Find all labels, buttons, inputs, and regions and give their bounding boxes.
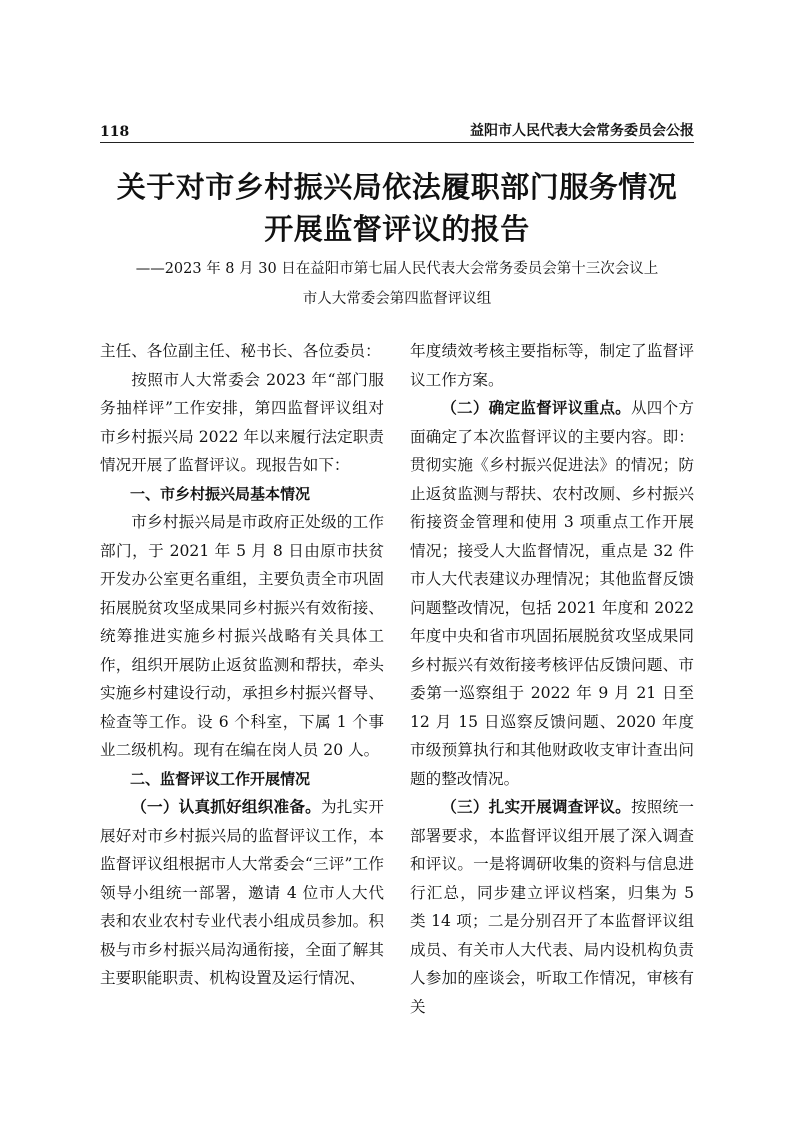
author-group: 市人大常委会第四监督评议组 <box>302 291 492 307</box>
report-title-line-2: 开展监督评议的报告 <box>264 212 530 246</box>
header-divider <box>100 142 694 143</box>
report-subtitle <box>100 254 694 314</box>
subsection-3-paragraph <box>410 793 694 1021</box>
meeting-info: ——2023 年 8 月 30 日在益阳市第七届人民代表大会常务委员会第十三次会议上 <box>135 261 659 277</box>
subsection-1-body: 为扎实开展好对市乡村振兴局的监督评议工作，本监督评议组根据市人大常委会“三评”工作领导小组统一部署，邀请 4 位市人大代表和农业农村专业代表小组成员参加。积极与市乡村振兴局沟通衔接，全面了解其主要职能职责、机构设置及运行情况、 <box>100 798 384 987</box>
page-number: 118 <box>100 124 130 140</box>
subsection-3-body: 按照统一部署要求，本监督评议组开展了深入调查和评议。一是将调研收集的资料与信息进行汇总，同步建立评议档案，归集为 5 类 14 项；二是分别召开了本监督评议组成员、有关市人大代表、局内设机构负责人参加的座谈会，听取工作情况，审核有关 <box>410 798 694 1016</box>
section-1-body: 市乡村振兴局是市政府正处级的工作部门，于 2021 年 5 月 8 日由原市扶贫开发办公室更名重组，主要负责全市巩固拓展脱贫攻坚成果同乡村振兴有效衔接、统筹推进实施乡村振兴战略有关具体工作，组织开展防止返贫监测和帮扶，牵头实施乡村建设行动，承担乡村振兴督导、检查等工作。设 6 个科室，下属 1 个事业二级机构。现有在编在岗人员 20 人。 <box>100 513 384 759</box>
report-title-line-1: 关于对市乡村振兴局依法履职部门服务情况 <box>116 170 678 204</box>
continuation-text: 年度绩效考核主要指标等，制定了监督评议工作方案。 <box>410 342 694 389</box>
subsection-2-body: 从四个方面确定了本次监督评议的主要内容。即：贯彻实施《乡村振兴促进法》的情况；防止返贫监测与帮扶、农村改厕、乡村振兴衔接资金管理和使用 3 项重点工作开展情况；接受人大监督情况，重点是 32 件市人大代表建议办理情况；其他监督反馈问题整改情况，包括 2021 年度和 2022 年度中央和省市巩固拓展脱贫攻坚成果同乡村振兴有效衔接考核评估反馈问题、市委第一巡察组于 2022 年 9 月 21 日至 12 月 15 日巡察反馈问题、2020 年度市级预算执行和其他财政收支审计查出问题的整改情况。 <box>410 399 694 788</box>
section-1-heading: 一、市乡村振兴局基本情况 <box>130 484 311 503</box>
salutation: 主任、各位副主任、秘书长、各位委员： <box>100 342 381 360</box>
subsection-1-heading: （一）认真抓好组织准备。 <box>131 797 321 816</box>
subsection-2-paragraph <box>410 394 694 793</box>
intro-paragraph: 按照市人大常委会 2023 年“部门服务抽样评”工作安排，第四监督评议组对市乡村振兴局 2022 年以来履行法定职责情况开展了监督评议。现报告如下： <box>100 370 384 474</box>
publication-name: 益阳市人民代表大会常务委员会公报 <box>470 123 694 139</box>
left-column <box>100 337 384 993</box>
right-column <box>410 337 694 1021</box>
subsection-2-heading: （二）确定监督评议重点。 <box>441 398 631 417</box>
subsection-1-paragraph <box>100 793 384 993</box>
subsection-3-heading: （三）扎实开展调查评议。 <box>441 797 631 816</box>
page-header <box>100 118 694 140</box>
report-title <box>100 166 694 250</box>
section-2-heading: 二、监督评议工作开展情况 <box>130 769 311 788</box>
